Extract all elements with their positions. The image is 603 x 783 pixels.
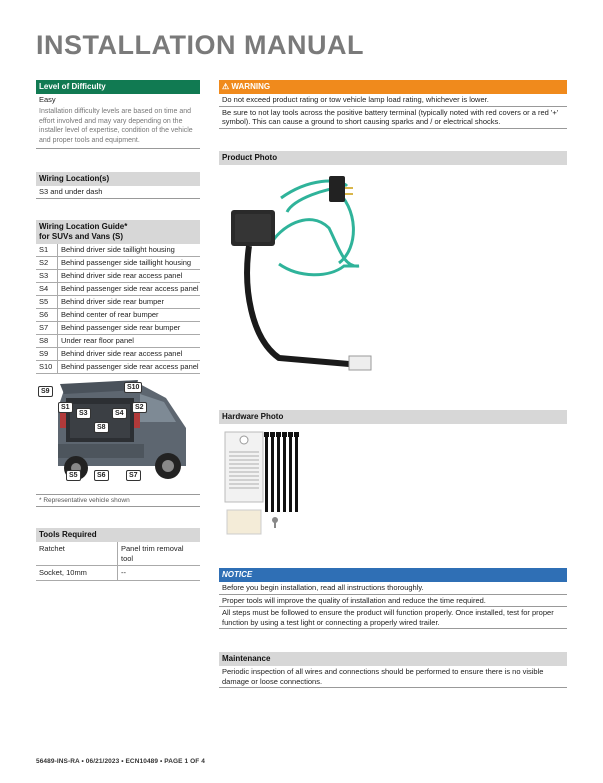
- location-code: S5: [36, 296, 58, 308]
- difficulty-section: [36, 80, 200, 149]
- hardware-photo: [219, 428, 567, 540]
- tool-name: Panel trim removal tool: [121, 544, 184, 563]
- product-photo-header: Product Photo: [219, 151, 567, 165]
- hardware-photo-section: [219, 410, 567, 424]
- product-photo: [219, 168, 567, 398]
- notice-section: [219, 568, 567, 629]
- location-desc: Behind passenger side rear access panel: [61, 362, 199, 371]
- page-title: INSTALLATION MANUAL: [36, 30, 364, 60]
- table-row: [36, 335, 200, 348]
- warning-line: Do not exceed product rating or tow vehicle lamp load rating, whichever is lower.: [219, 94, 567, 107]
- notice-header: NOTICE: [219, 568, 567, 582]
- warning-section: [219, 80, 567, 129]
- location-desc: Behind passenger side rear bumper: [61, 323, 181, 332]
- location-code: S10: [36, 361, 58, 373]
- table-row: [36, 283, 200, 296]
- location-desc: Behind driver side taillight housing: [61, 245, 175, 254]
- wiring-location-value: S3 and under dash: [36, 186, 200, 199]
- wiring-location-section: [36, 172, 200, 199]
- vehicle-label: S4: [112, 408, 127, 419]
- vehicle-label: S8: [94, 422, 109, 433]
- wiring-guide-header-line2: for SUVs and Vans (S): [39, 232, 124, 241]
- table-row: [36, 542, 200, 566]
- table-row: [36, 270, 200, 283]
- location-code: S6: [36, 309, 58, 321]
- suv-rear-icon: [36, 378, 200, 490]
- table-row: [36, 348, 200, 361]
- location-code: S1: [36, 244, 58, 256]
- table-row: [36, 361, 200, 374]
- representative-text: * Representative vehicle shown: [36, 494, 200, 507]
- warning-header-label: WARNING: [231, 82, 271, 91]
- maintenance-text: Periodic inspection of all wires and connections should be performed to ensure there is no visible damage or loose connections.: [219, 666, 567, 688]
- warning-header: [219, 80, 567, 94]
- wiring-guide-section: [36, 220, 200, 374]
- vehicle-label: S5: [66, 470, 81, 481]
- vehicle-label: S7: [126, 470, 141, 481]
- location-code: S2: [36, 257, 58, 269]
- tools-section: [36, 528, 200, 581]
- wiring-harness-icon: [219, 168, 567, 398]
- vehicle-label: S2: [132, 402, 147, 413]
- notice-line: Before you begin installation, read all instructions thoroughly.: [219, 582, 567, 595]
- location-desc: Under rear floor panel: [61, 336, 134, 345]
- location-desc: Behind driver side rear bumper: [61, 297, 164, 306]
- table-row: [36, 296, 200, 309]
- table-row: [36, 566, 200, 581]
- vehicle-label: S3: [76, 408, 91, 419]
- tools-header: Tools Required: [36, 528, 200, 542]
- location-code: S8: [36, 335, 58, 347]
- product-photo-section: [219, 151, 567, 165]
- maintenance-section: [219, 652, 567, 688]
- wiring-location-header: Wiring Location(s): [36, 172, 200, 186]
- vehicle-label: S10: [124, 382, 142, 393]
- wiring-guide-header-line1: Wiring Location Guide*: [39, 222, 128, 231]
- tool-name: Ratchet: [36, 542, 118, 565]
- difficulty-note: Installation difficulty levels are based on time and effort involved and may vary depending on the installer level of expertise, condition of the vehicle and proper tools and equipment.: [36, 106, 200, 149]
- warning-line: Be sure to not lay tools across the positive battery terminal (typically noted with red covers or a red '+' symbol). This can cause a ground to short causing sparks and / or electrical shocks.: [219, 107, 567, 129]
- location-code: S9: [36, 348, 58, 360]
- maintenance-header: Maintenance: [219, 652, 567, 666]
- vehicle-label: S1: [58, 402, 73, 413]
- hardware-icon: [219, 428, 339, 540]
- location-code: S4: [36, 283, 58, 295]
- location-code: S7: [36, 322, 58, 334]
- hardware-photo-header: Hardware Photo: [219, 410, 567, 424]
- table-row: [36, 309, 200, 322]
- table-row: [36, 322, 200, 335]
- vehicle-label: S9: [38, 386, 53, 397]
- notice-line: Proper tools will improve the quality of installation and reduce the time required.: [219, 595, 567, 608]
- tool-name: Socket, 10mm: [36, 566, 118, 580]
- footer: 56489-INS-RA • 06/21/2023 • ECN10489 • PAGE 1 OF 4: [36, 758, 205, 765]
- difficulty-header: Level of Difficulty: [36, 80, 200, 94]
- location-desc: Behind center of rear bumper: [61, 310, 159, 319]
- tool-name: --: [121, 568, 126, 577]
- location-code: S3: [36, 270, 58, 282]
- table-row: [36, 257, 200, 270]
- warning-triangle-icon: ⚠: [222, 82, 230, 91]
- difficulty-level: Easy: [39, 95, 56, 104]
- location-desc: Behind passenger side taillight housing: [61, 258, 192, 267]
- representative-note: [36, 494, 200, 507]
- location-desc: Behind driver side rear access panel: [61, 271, 183, 280]
- location-desc: Behind passenger side rear access panel: [61, 284, 199, 293]
- vehicle-label: S6: [94, 470, 109, 481]
- wiring-guide-header: [36, 220, 200, 244]
- location-desc: Behind driver side rear access panel: [61, 349, 183, 358]
- notice-line: All steps must be followed to ensure the product will function properly. Once installed, test for proper function by using a test light or connecting a properly wired trailer.: [219, 607, 567, 629]
- wiring-guide-table: [36, 244, 200, 374]
- table-row: [36, 244, 200, 257]
- vehicle-illustration: [36, 378, 200, 490]
